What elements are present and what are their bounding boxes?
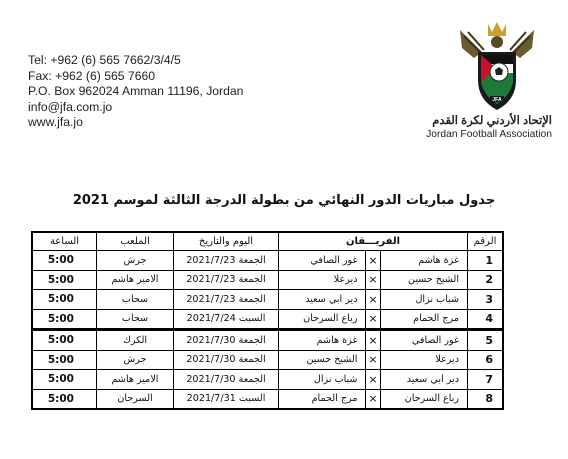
match-time: 5:00: [32, 350, 97, 370]
document-title: جدول مباريات الدور النهائي من بطولة الدرجة الثالثة لموسم 2021: [72, 193, 496, 208]
table-row: [32, 389, 503, 409]
org-name-arabic: الإتحاد الأردني لكرة القدم: [432, 115, 552, 127]
vs-mark: ×: [366, 309, 380, 330]
vs-mark: ×: [366, 290, 380, 310]
table-header-row: [32, 232, 503, 251]
contact-website[interactable]: www.jfa.jo: [28, 115, 83, 129]
team-away: ديرعلا: [279, 270, 366, 290]
crown-icon: [488, 22, 506, 36]
match-venue: الامير هاشم: [97, 270, 174, 290]
vs-mark: ×: [366, 251, 380, 271]
match-venue: الكرك: [97, 330, 174, 351]
team-away: الشيخ حسين: [279, 350, 366, 370]
row-num: 8: [468, 389, 504, 409]
table-row: [32, 251, 503, 271]
match-time: 5:00: [32, 330, 97, 351]
contact-po-box: P.O. Box 962024 Amman 11196, Jordan: [28, 84, 244, 98]
team-home: دير ابي سعيد: [380, 370, 467, 390]
row-num: 1: [468, 251, 504, 271]
header-venue: الملعب: [97, 232, 174, 251]
contact-fax: Fax: +962 (6) 565 7660: [28, 68, 156, 83]
jfa-logo: [452, 18, 542, 118]
match-time: 5:00: [32, 290, 97, 310]
match-date: الجمعة 2021/7/30: [174, 350, 279, 370]
header-date: اليوم والتاريخ: [174, 232, 279, 251]
vs-mark: ×: [366, 389, 380, 409]
team-away: شباب نزال: [279, 370, 366, 390]
team-home: شباب نزال: [380, 290, 467, 310]
team-away: رباع السرحان: [279, 309, 366, 330]
table-row: [32, 370, 503, 390]
match-time: 5:00: [32, 251, 97, 271]
contact-email[interactable]: info@jfa.com.jo: [28, 99, 113, 114]
table-row: [32, 290, 503, 310]
table-row: [32, 309, 503, 330]
team-away: غزة هاشم: [279, 330, 366, 351]
match-date: السبت 2021/7/31: [174, 389, 279, 409]
table-row: [32, 330, 503, 351]
match-time: 5:00: [32, 370, 97, 390]
row-num: 7: [468, 370, 504, 390]
match-venue: جرش: [97, 350, 174, 370]
match-date: الجمعة 2021/7/23: [174, 270, 279, 290]
match-venue: سحاب: [97, 309, 174, 330]
vs-mark: ×: [366, 370, 380, 390]
contact-block: [28, 53, 243, 131]
header-num: الرقم: [468, 232, 504, 251]
match-date: الجمعة 2021/7/30: [174, 370, 279, 390]
header-time: الساعة: [32, 232, 97, 251]
row-num: 3: [468, 290, 504, 310]
fixtures-table: [31, 231, 504, 410]
match-date: السبت 2021/7/24: [174, 309, 279, 330]
match-date: الجمعة 2021/7/23: [174, 290, 279, 310]
match-time: 5:00: [32, 270, 97, 290]
table-row: [32, 270, 503, 290]
match-venue: الامير هاشم: [97, 370, 174, 390]
vs-mark: ×: [366, 330, 380, 351]
row-num: 4: [468, 309, 504, 330]
team-home: رباع السرحان: [380, 389, 467, 409]
org-name-block: [426, 114, 552, 142]
vs-mark: ×: [366, 350, 380, 370]
match-time: 5:00: [32, 389, 97, 409]
row-num: 2: [468, 270, 504, 290]
team-home: غور الصافي: [380, 330, 467, 351]
vs-mark: ×: [366, 270, 380, 290]
team-home: ديرعلا: [380, 350, 467, 370]
header-teams: الفريـــقان: [279, 232, 468, 251]
row-num: 5: [468, 330, 504, 351]
table-row: [32, 350, 503, 370]
team-away: مرج الحمام: [279, 389, 366, 409]
match-venue: سحاب: [97, 290, 174, 310]
team-home: الشيخ حسين: [380, 270, 467, 290]
match-time: 5:00: [32, 309, 97, 330]
team-away: غور الصافي: [279, 251, 366, 271]
row-num: 6: [468, 350, 504, 370]
team-away: دير ابي سعيد: [279, 290, 366, 310]
match-venue: جرش: [97, 251, 174, 271]
team-home: غزة هاشم: [380, 251, 467, 271]
team-home: مرج الحمام: [380, 309, 467, 330]
logo-text: JFA: [492, 97, 502, 103]
org-name-english: Jordan Football Association: [426, 129, 552, 140]
match-date: الجمعة 2021/7/30: [174, 330, 279, 351]
match-venue: السرحان: [97, 389, 174, 409]
match-date: الجمعة 2021/7/23: [174, 251, 279, 271]
contact-tel: Tel: +962 (6) 565 7662/3/4/5: [28, 53, 181, 67]
